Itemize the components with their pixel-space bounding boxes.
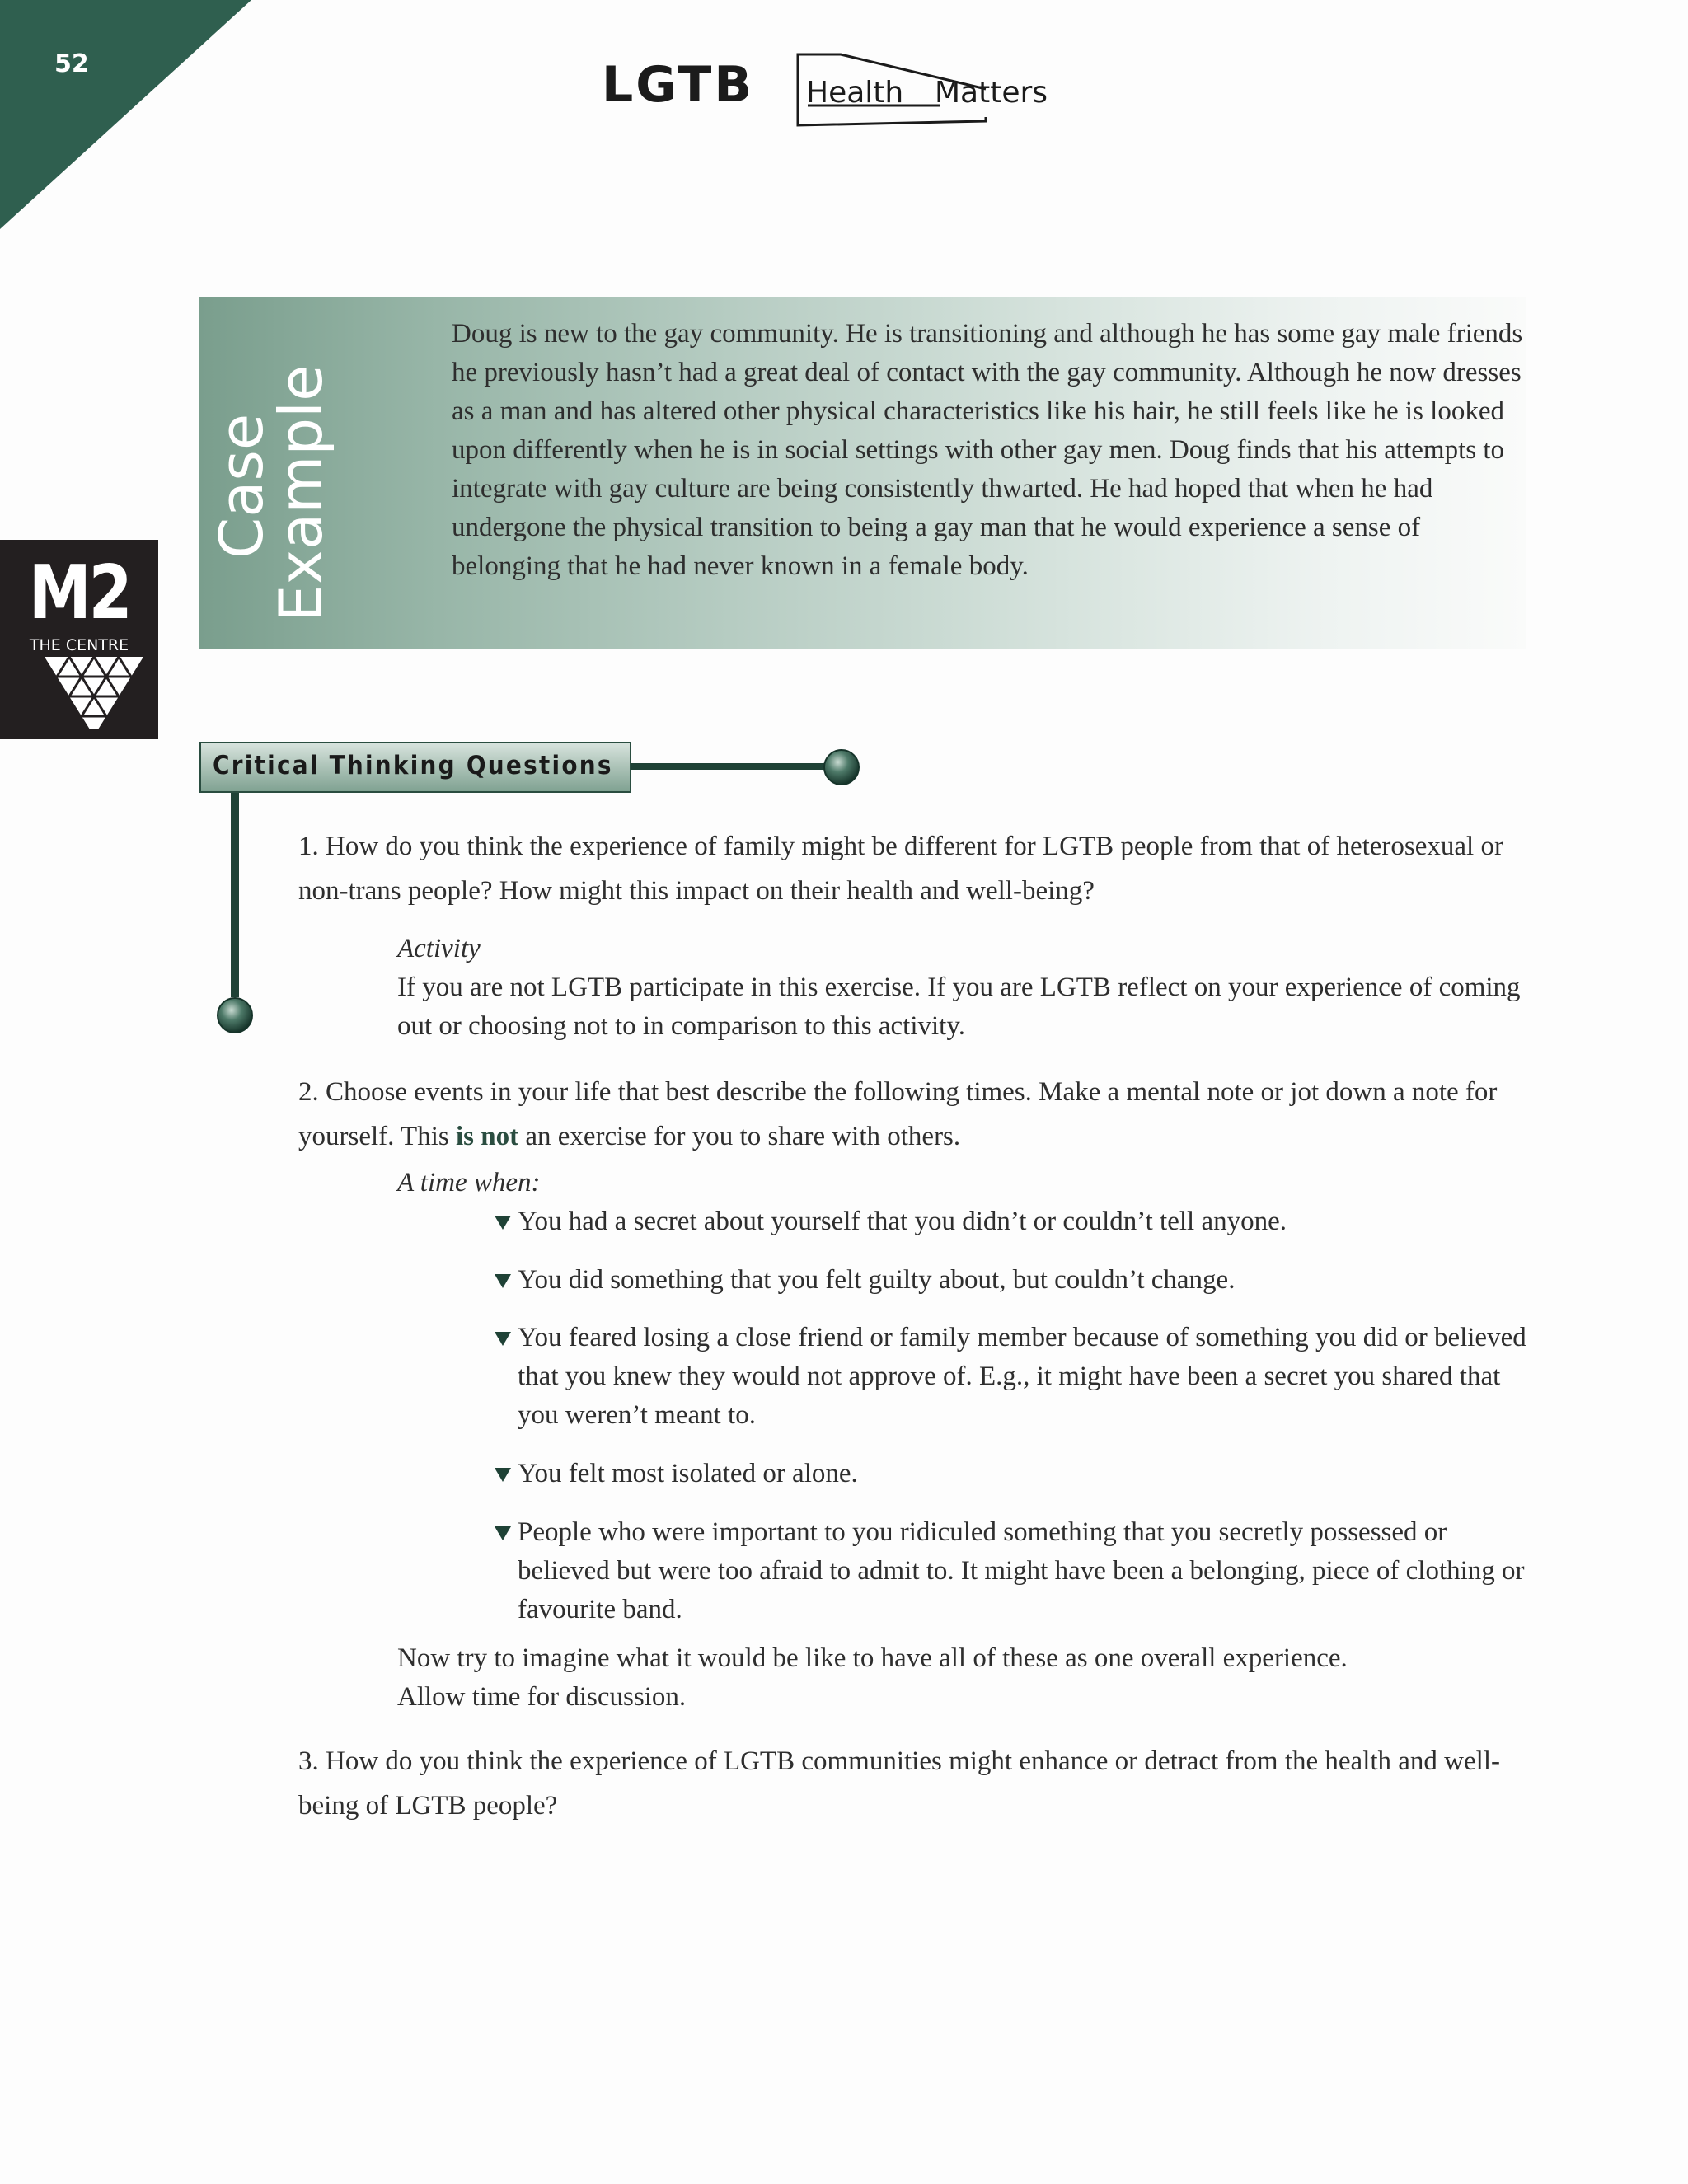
list-item-text: People who were important to you ridiculed something that you secretly possessed or believed but were too afraid to admit to. It might have been a belonging, piece of clothing or favourite band.: [518, 1517, 1525, 1624]
triangle-bullet-icon: [495, 1274, 511, 1288]
module-code: M2: [28, 550, 130, 636]
list-item-text: You did something that you felt guilty about, but couldn’t change.: [518, 1265, 1236, 1295]
triangle-bullet-icon: [495, 1468, 511, 1482]
list-item-text: You had a secret about yourself that you didn’t or couldn’t tell anyone.: [518, 1207, 1287, 1236]
case-title-line-1: Case: [207, 413, 276, 559]
triangle-bullet-icon: [495, 1332, 511, 1346]
question-2-text-end: an exercise for you to share with others.: [518, 1122, 961, 1151]
question-2-text-start: 2. Choose events in your life that best describe the following times. Make a mental note or jot down a note for yourself. This: [298, 1077, 1498, 1151]
triangle-bullet-icon: [495, 1216, 511, 1230]
page-number: 52: [54, 49, 89, 78]
critical-thinking-title: Critical Thinking Questions: [213, 751, 613, 780]
logo-sub-matters: Matters: [935, 76, 1048, 110]
module-tab: [0, 540, 158, 739]
list-item: [495, 1455, 1533, 1493]
publication-logo: [602, 51, 1113, 134]
corner-triangle: [0, 0, 251, 229]
activity-text: If you are not LGTB participate in this exercise. If you are LGTB reflect on your experience of coming out or choosing not to in comparison to this activity.: [397, 972, 1521, 1041]
question-2: [298, 1070, 1535, 1159]
logo-sub-health: Health: [806, 76, 904, 110]
centre-label: THE CENTRE: [29, 636, 129, 654]
list-item: [495, 1513, 1533, 1629]
triangle-bullet-icon: [495, 1526, 511, 1540]
time-when-label: A time when:: [397, 1168, 541, 1197]
list-item: [495, 1319, 1533, 1435]
list-item: [495, 1202, 1533, 1241]
case-example-text: Doug is new to the gay community. He is transitioning and although he has some gay male friends he previously hasn’t had a great deal of contact with the gay community. Although he now dresses as a man and has altered other physical characteristics like his hair, he still feels like he is looked upon differently when he is in social settings with other gay men. Doug finds that his attempts to integrate with gay culture are being consistently thwarted. He had hoped that when he had undergone the physical transition to being a gay man that he would experience a sense of belonging that he had never known in a female body.: [452, 319, 1523, 581]
case-title-line-2: Example: [266, 364, 335, 622]
list-item-text: You felt most isolated or alone.: [518, 1459, 858, 1488]
list-item: [495, 1261, 1533, 1300]
closing-instructions: [397, 1639, 1535, 1717]
critical-thinking-header: [199, 742, 631, 793]
activity-heading: Activity: [397, 934, 481, 963]
logo-main-text: LGTB: [602, 56, 755, 114]
triangle-grid-icon: [41, 639, 147, 729]
question-2-emphasis: is not: [455, 1122, 519, 1151]
list-item-text: You feared losing a close friend or family member because of something you did or believed that you knew they would not approve of. E.g., it might have been a secret you shared that you weren’t meant to.: [518, 1323, 1526, 1430]
closing-line-2: Allow time for discussion.: [397, 1682, 687, 1712]
question-3: 3. How do you think the experience of LGTB communities might enhance or detract from the health and well-being of LGTB people?: [298, 1746, 1500, 1821]
case-example-title: [207, 334, 335, 622]
closing-line-1: Now try to imagine what it would be like to have all of these as one overall experience.: [397, 1643, 1348, 1673]
question-1: 1. How do you think the experience of family might be different for LGTB people from that of heterosexual or non-trans people? How might this impact on their health and well-being?: [298, 832, 1503, 906]
